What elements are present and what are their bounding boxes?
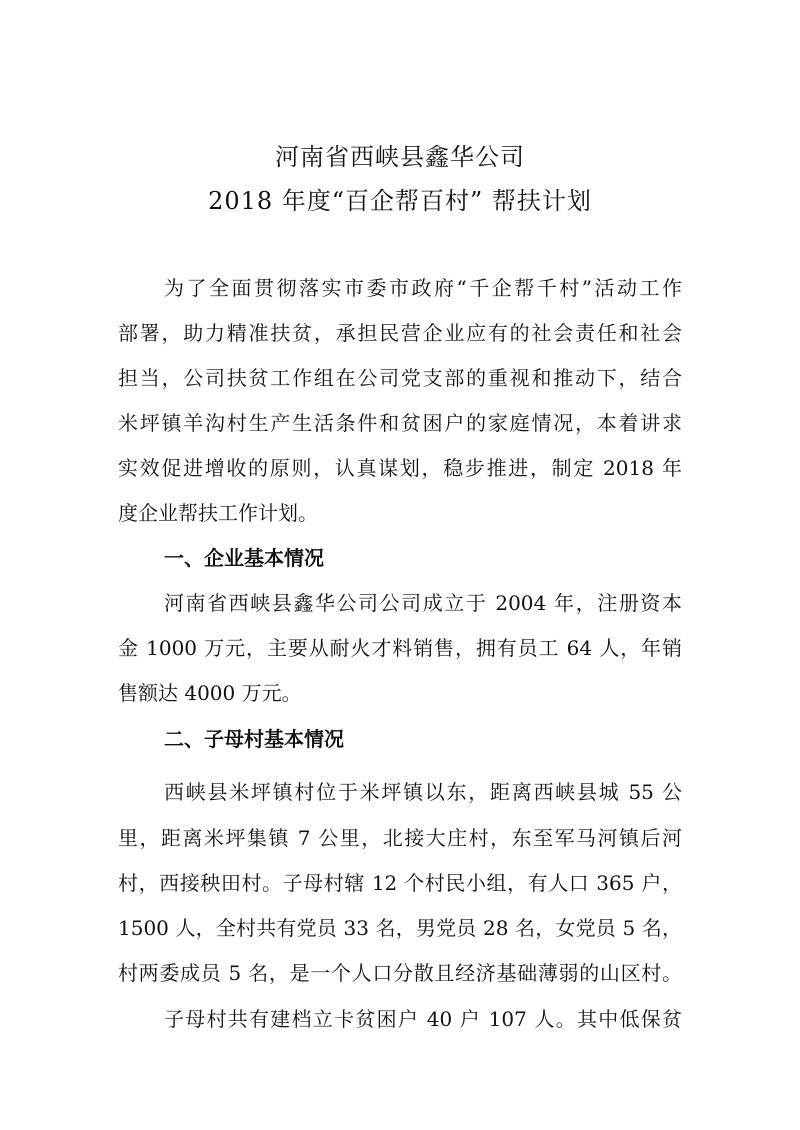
paragraph-line: 河南省西峡县鑫华公司公司成立于 2004 年，注册资本: [164, 591, 682, 615]
paragraph-line: 西峡县米坪镇村位于米坪镇以东，距离西峡县城 55 公: [164, 780, 682, 804]
paragraph-line: 1500 人，全村共有党员 33 名，男党员 28 名，女党员 5 名，: [118, 916, 682, 940]
section-heading-2: 二、子母村基本情况: [164, 727, 344, 751]
document-title-line2: 2018 年度“百企帮百村” 帮扶计划: [208, 187, 592, 215]
document-title-line1: 河南省西峡县鑫华公司: [275, 143, 525, 171]
paragraph-line: 米坪镇羊沟村生产生活条件和贫困户的家庭情况，本着讲求: [118, 411, 682, 435]
paragraph-line: 度企业帮扶工作计划。: [118, 501, 318, 525]
section-heading-1: 一、企业基本情况: [164, 546, 324, 570]
paragraph-line: 子母村共有建档立卡贫困户 40 户 107 人。其中低保贫: [164, 1007, 682, 1031]
paragraph-line: 担当，公司扶贫工作组在公司党支部的重视和推动下，结合: [118, 366, 682, 390]
paragraph-line: 村两委成员 5 名，是一个人口分散且经济基础薄弱的山区村。: [118, 961, 682, 985]
paragraph-line: 部署，助力精准扶贫，承担民营企业应有的社会责任和社会: [118, 321, 682, 345]
paragraph-line: 为了全面贯彻落实市委市政府“千企帮千村”活动工作: [164, 276, 682, 300]
paragraph-line: 金 1000 万元，主要从耐火才料销售，拥有员工 64 人，年销: [118, 636, 682, 660]
paragraph-line: 实效促进增收的原则，认真谋划，稳步推进，制定 2018 年: [118, 456, 682, 480]
paragraph-line: 里，距离米坪集镇 7 公里，北接大庄村，东至军马河镇后河: [118, 826, 682, 850]
paragraph-line: 村，西接秧田村。子母村辖 12 个村民小组，有人口 365 户，: [118, 871, 682, 895]
paragraph-line: 售额达 4000 万元。: [118, 681, 302, 705]
